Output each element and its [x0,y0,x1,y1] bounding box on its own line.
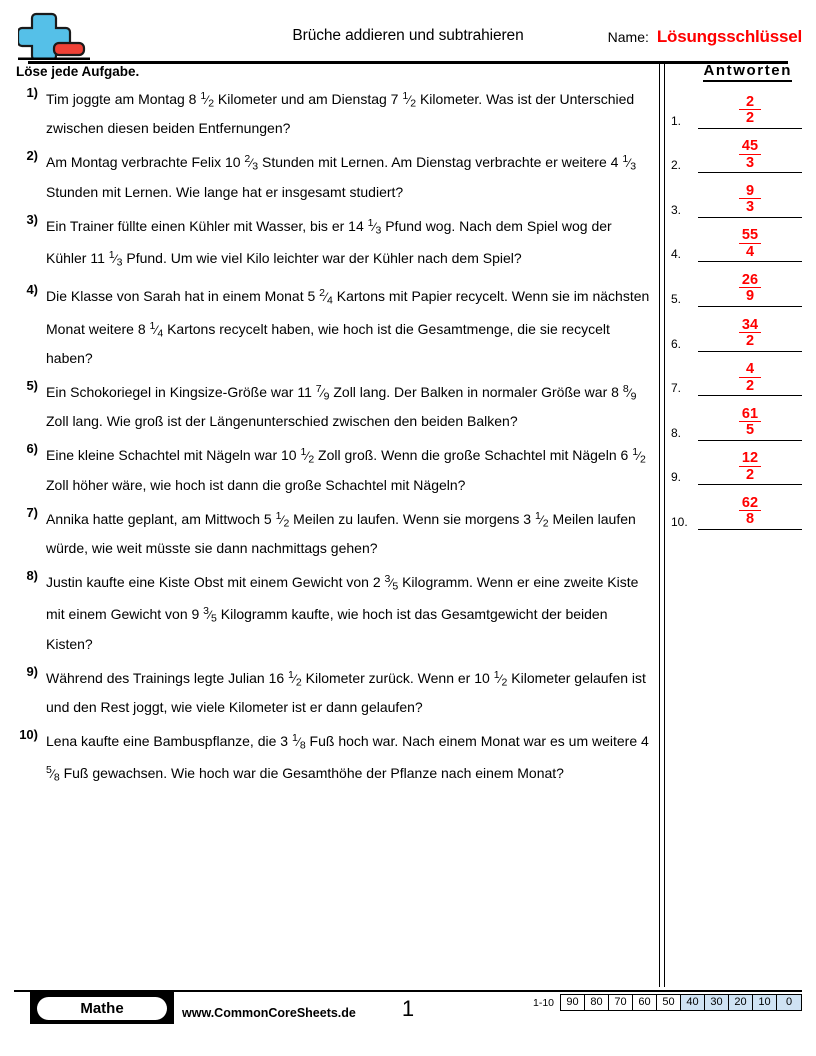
answer-numerator: 55 [739,228,761,244]
grading-scale-cell: 90 [561,995,585,1010]
page-header [14,0,802,62]
answer-numerator: 62 [739,496,761,512]
answer-index: 9. [671,470,682,485]
answer-numerator: 26 [739,273,761,289]
answer-fraction [698,139,802,170]
question-item [14,147,650,204]
inline-fraction: $^1$⁄3 [622,153,637,173]
inline-fraction: $^3$⁄5 [203,605,217,625]
grading-scale-cell: 40 [681,995,705,1010]
grading-scale-cell: 50 [657,995,681,1010]
answer-fraction [698,362,802,393]
grading-scale-cell: 60 [633,995,657,1010]
question-number: 6) [26,441,38,457]
question-item [14,726,650,791]
answer-numerator: 9 [739,184,761,200]
answer-fraction [698,184,802,215]
question-number: 4) [26,282,38,298]
question-item [14,377,650,434]
answer-index: 8. [671,425,682,440]
questions-list [14,84,650,797]
inline-fraction: $^1$⁄2 [300,446,315,466]
answer-index: 10. [671,514,688,529]
answer-numerator: 12 [739,451,761,467]
answer-fraction [698,95,802,126]
question-text: Ein Trainer füllte einen Kühler mit Wasser, bis er 14 $^1$⁄3 Pfund wog. Nach dem Spiel wog der Kühler 11 $^1$⁄3 Pfund. Um wie viel Kilo leichter war der Kühler nach dem Spiel? [46,216,612,269]
inline-fraction: $^1$⁄2 [200,90,215,110]
question-text: Eine kleine Schachtel mit Nägeln war 10 $^1$⁄2 Zoll groß. Wenn die große Schachtel mit Nägeln 6 $^1$⁄2 Zoll höher wäre, wie hoch ist dann die große Schachtel mit Nägeln? [46,446,646,493]
inline-fraction: $^1$⁄2 [632,446,646,466]
answer-fraction [698,228,802,259]
answer-denominator: 9 [745,288,755,305]
question-number: 3) [26,211,38,227]
question-number: 8) [26,567,38,583]
instructions-text: Löse jede Aufgabe. [16,64,140,79]
grading-scale-cell: 0 [777,995,801,1010]
question-text: Annika hatte geplant, am Mittwoch 5 $^1$⁄2 Meilen zu laufen. Wenn sie morgens 3 $^1$⁄2 Meilen laufen würde, wie weit müsste sie dann nachmittags gehen? [46,509,636,556]
answer-fraction [698,496,802,527]
answer-numerator: 2 [739,95,761,111]
answer-index: 7. [671,381,682,396]
question-item [14,281,650,371]
subtitle-row [14,62,802,84]
answer-row [671,173,802,218]
answer-denominator: 2 [745,466,755,483]
inline-fraction: $^1$⁄2 [402,90,417,110]
answer-index: 3. [671,202,682,217]
answer-fraction [698,318,802,349]
question-item [14,567,650,657]
grading-scale-cell: 70 [609,995,633,1010]
answer-fraction [698,407,802,438]
answer-row [671,396,802,441]
answer-index: 2. [671,158,682,173]
name-field-block [608,27,802,47]
answer-denominator: 4 [745,243,755,260]
inline-fraction: $^8$⁄9 [622,382,637,403]
grading-scale-cell: 30 [705,995,729,1010]
grading-scale [533,994,802,1011]
question-text: Ein Schokoriegel in Kingsize-Größe war 11 $^7$⁄9 Zoll lang. Der Balken in normaler Größe war 8 $^8$⁄9 Zoll lang. Wie groß ist der Längenunterschied zwischen den beiden Balken? [46,382,637,430]
worksheet-body [14,84,802,984]
answer-numerator: 4 [739,362,761,378]
question-text: Während des Trainings legte Julian 16 $^1$⁄2 Kilometer zurück. Wenn er 10 $^1$⁄2 Kilometer gelaufen ist und den Rest joggt, wie viele Kilometer ist er dann gelaufen? [46,668,646,715]
answer-row [671,262,802,307]
grading-scale-range: 1-10 [532,996,554,1009]
inline-fraction: $^1$⁄3 [367,216,382,236]
inline-fraction: $^1$⁄2 [275,509,290,529]
answer-denominator: 2 [745,110,755,127]
inline-fraction: $^7$⁄9 [315,382,330,403]
answer-denominator: 2 [745,333,755,350]
answer-fraction [698,451,802,482]
answer-denominator: 3 [745,154,755,171]
question-number: 7) [26,504,38,520]
question-item [14,211,650,276]
inline-fraction: $^2$⁄3 [244,153,259,173]
answer-numerator: 61 [739,407,761,423]
answer-index: 1. [671,113,682,128]
inline-fraction: $^1$⁄2 [493,668,508,688]
inline-fraction: $^2$⁄4 [319,287,333,307]
question-item [14,504,650,561]
answer-row [671,307,802,352]
inline-fraction: $^5$⁄8 [46,764,60,784]
answer-row [671,352,802,397]
inline-fraction: $^1$⁄3 [108,248,123,269]
page-number: 1 [401,996,415,1021]
answer-row [671,441,802,486]
inline-fraction: $^1$⁄4 [149,319,164,339]
answer-blank-line[interactable] [698,529,802,530]
answer-numerator: 34 [739,318,761,334]
question-text: Lena kaufte eine Bambuspflanze, die 3 $^1$⁄8 Fuß hoch war. Nach einem Monat war es um weitere 4 $^5$⁄8 Fuß gewachsen. Wie hoch war die Gesamthöhe der Pflanze nach einem Monat? [46,731,649,784]
name-label: Name: [607,29,649,45]
inline-fraction: $^3$⁄5 [384,572,399,593]
grading-scale-cell: 80 [585,995,609,1010]
answer-index: 4. [671,247,682,262]
answer-index: 6. [671,336,682,351]
question-text: Tim joggte am Montag 8 $^1$⁄2 Kilometer und am Dienstag 7 $^1$⁄2 Kilometer. Was ist der Unterschied zwischen diesen beiden Entfernungen? [46,90,635,137]
answers-list [671,84,802,530]
answers-column-heading: Antworten [703,62,792,82]
question-number: 10) [19,726,38,742]
answer-fraction [698,273,802,304]
question-text: Die Klasse von Sarah hat in einem Monat 5 $^2$⁄4 Kartons mit Papier recycelt. Wenn sie im nächsten Monat weitere 8 $^1$⁄4 Kartons recycelt haben, wie hoch ist die Gesamtmenge, die sie recycelt haben? [46,287,650,366]
answer-row [671,218,802,263]
inline-fraction: $^1$⁄2 [288,668,302,688]
answer-numerator: 45 [739,139,761,155]
answer-row [671,129,802,174]
question-item [14,84,650,141]
question-text: Am Montag verbrachte Felix 10 $^2$⁄3 Stunden mit Lernen. Am Dienstag verbrachte er weitere 4 $^1$⁄3 Stunden mit Lernen. Wie lange hat er insgesamt studiert? [46,153,637,200]
question-number: 5) [26,377,38,393]
answer-denominator: 8 [745,511,755,528]
answer-row [671,84,802,129]
answer-denominator: 5 [745,422,755,439]
answer-key-badge: Lösungsschlüssel [656,27,802,46]
question-number: 9) [26,663,38,679]
column-divider [659,62,665,987]
question-text: Justin kaufte eine Kiste Obst mit einem Gewicht von 2 $^3$⁄5 Kilogramm. Wenn er eine zweite Kiste mit einem Gewicht von 9 $^3$⁄5 Kilogramm kaufte, wie hoch ist das Gesamtgewicht der beiden Kisten? [46,572,639,652]
question-number: 2) [26,148,38,164]
answer-row [671,485,802,530]
question-item [14,440,650,497]
page-footer [14,990,802,1034]
inline-fraction: $^1$⁄8 [291,731,306,752]
site-url: www.CommonCoreSheets.de [182,1006,356,1020]
answer-denominator: 2 [745,377,755,394]
page-title: Brüche addieren und subtrahieren [292,27,524,44]
question-item [14,663,650,720]
inline-fraction: $^1$⁄2 [534,509,549,529]
grading-scale-cell: 10 [753,995,777,1010]
answer-index: 5. [671,291,682,306]
grading-scale-cell: 20 [729,995,753,1010]
question-number: 1) [26,85,38,100]
answer-denominator: 3 [745,199,755,216]
grading-scale-cells [560,994,802,1011]
brand-label: Mathe [37,997,167,1020]
